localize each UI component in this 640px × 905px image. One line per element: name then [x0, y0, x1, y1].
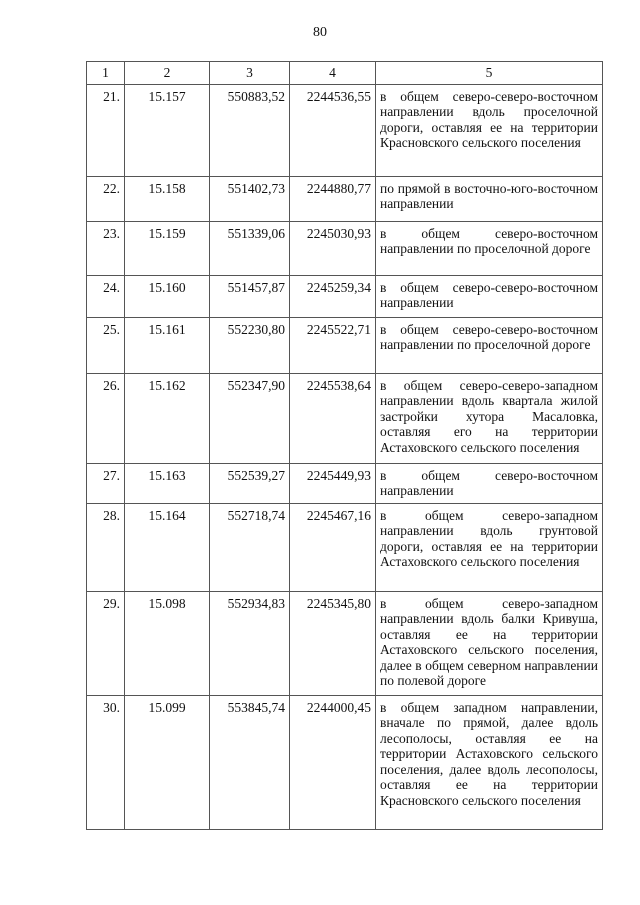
coord-x: 552934,83: [210, 591, 290, 695]
coord-y: 2245449,93: [290, 463, 376, 503]
coord-y: 2245467,16: [290, 503, 376, 591]
coord-x: 552718,74: [210, 503, 290, 591]
direction-description: по прямой в восточно-юго-восточном направлении: [376, 176, 603, 221]
row-number: 29.: [87, 591, 125, 695]
point-id: 15.162: [125, 373, 210, 463]
coord-y: 2244880,77: [290, 176, 376, 221]
boundary-table: [86, 61, 603, 830]
point-id: 15.161: [125, 317, 210, 373]
direction-description: в общем северо-северо-восточном направлении вдоль проселочной дороги, оставляя ее на территории Красновского сельского поселения: [376, 84, 603, 176]
coord-x: 552347,90: [210, 373, 290, 463]
direction-description: в общем северо-северо-восточном направлении по проселочной дороге: [376, 317, 603, 373]
row-number: 21.: [87, 84, 125, 176]
coord-y: 2245522,71: [290, 317, 376, 373]
point-id: 15.157: [125, 84, 210, 176]
table-row: [87, 503, 603, 591]
coord-y: 2245259,34: [290, 275, 376, 317]
page-number: 80: [313, 25, 327, 40]
point-id: 15.159: [125, 221, 210, 275]
table-row: [87, 275, 603, 317]
row-number: 24.: [87, 275, 125, 317]
direction-description: в общем северо-западном направлении вдоль грунтовой дороги, оставляя ее на территории Астаховского сельского поселения: [376, 503, 603, 591]
table-row: [87, 221, 603, 275]
coord-x: 551402,73: [210, 176, 290, 221]
row-number: 30.: [87, 695, 125, 829]
coord-y: 2245345,80: [290, 591, 376, 695]
coord-x: 550883,52: [210, 84, 290, 176]
table-row: [87, 373, 603, 463]
point-id: 15.158: [125, 176, 210, 221]
table-row: [87, 591, 603, 695]
coord-y: 2244536,55: [290, 84, 376, 176]
direction-description: в общем северо-западном направлении вдоль балки Кривуша, оставляя ее на территории Астаховского сельского поселения, далее в общем северном направлении по полевой дороге: [376, 591, 603, 695]
coord-y: 2245538,64: [290, 373, 376, 463]
coord-x: 552539,27: [210, 463, 290, 503]
point-id: 15.164: [125, 503, 210, 591]
coord-x: 552230,80: [210, 317, 290, 373]
row-number: 25.: [87, 317, 125, 373]
header-cell: 5: [376, 62, 603, 85]
table-header-row: [87, 62, 603, 85]
table-row: [87, 463, 603, 503]
header-cell: 2: [125, 62, 210, 85]
row-number: 27.: [87, 463, 125, 503]
row-number: 22.: [87, 176, 125, 221]
direction-description: в общем северо-северо-восточном направлении: [376, 275, 603, 317]
coord-x: 551339,06: [210, 221, 290, 275]
direction-description: в общем северо-восточном направлении по проселочной дороге: [376, 221, 603, 275]
table-row: [87, 695, 603, 829]
direction-description: в общем западном направлении, вначале по прямой, далее вдоль лесополосы, оставляя ее на территории Астаховского сельского поселения, далее вдоль лесополосы, оставляя ее на территории Красновского сельского поселения: [376, 695, 603, 829]
point-id: 15.160: [125, 275, 210, 317]
point-id: 15.098: [125, 591, 210, 695]
table-row: [87, 84, 603, 176]
table-row: [87, 317, 603, 373]
coord-x: 551457,87: [210, 275, 290, 317]
coord-y: 2244000,45: [290, 695, 376, 829]
row-number: 26.: [87, 373, 125, 463]
point-id: 15.099: [125, 695, 210, 829]
coord-x: 553845,74: [210, 695, 290, 829]
direction-description: в общем северо-северо-западном направлении вдоль квартала жилой застройки хутора Масаловка, оставляя его на территории Астаховского сельского поселения: [376, 373, 603, 463]
coord-y: 2245030,93: [290, 221, 376, 275]
point-id: 15.163: [125, 463, 210, 503]
direction-description: в общем северо-восточном направлении: [376, 463, 603, 503]
row-number: 23.: [87, 221, 125, 275]
header-cell: 4: [290, 62, 376, 85]
row-number: 28.: [87, 503, 125, 591]
header-cell: 3: [210, 62, 290, 85]
header-cell: 1: [87, 62, 125, 85]
table-row: [87, 176, 603, 221]
